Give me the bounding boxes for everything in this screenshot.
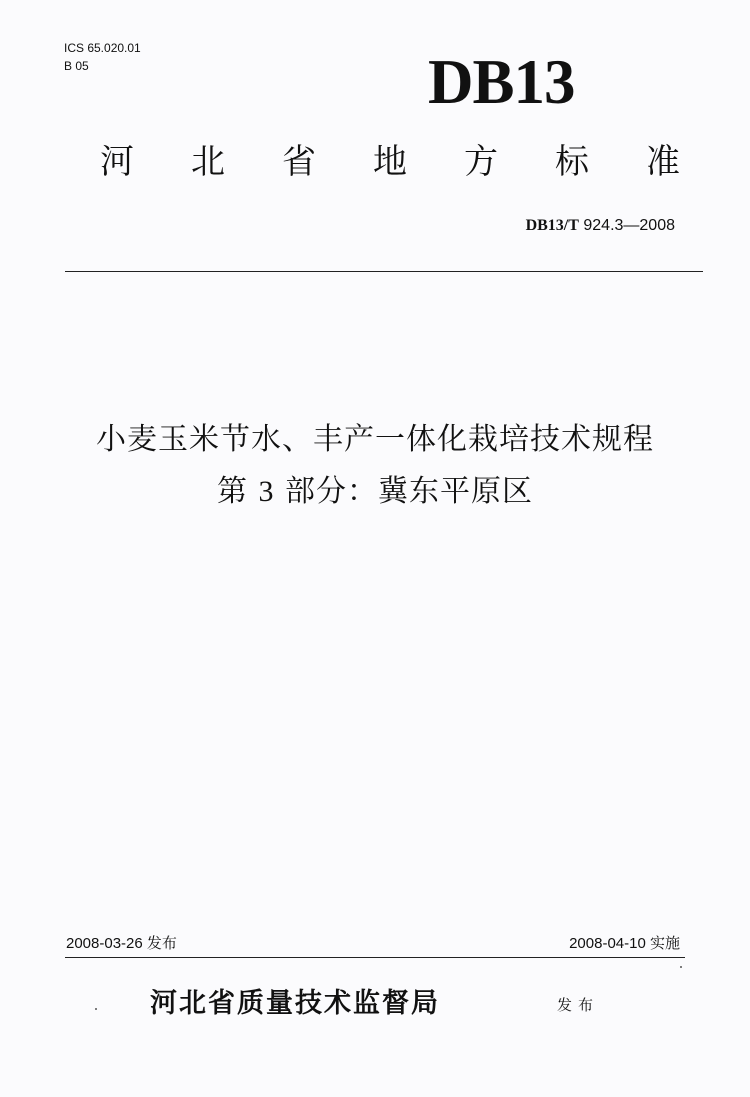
org-title-char: 方	[464, 142, 498, 182]
part-name: 部分：冀东平原区	[285, 474, 534, 509]
org-title-char: 河	[100, 142, 134, 182]
scan-speck	[680, 966, 682, 968]
standard-code-logo: DB13	[428, 47, 575, 117]
classification-codes	[64, 39, 141, 75]
org-title-char: 北	[191, 142, 225, 182]
standard-number	[526, 215, 675, 237]
ccs-code: B 05	[64, 59, 89, 73]
implement-date: 2008-04-10 实施	[569, 935, 680, 952]
document-title-line2	[0, 470, 750, 514]
publish-date: 2008-03-26 发布	[66, 935, 177, 952]
document-title-line1: 小麦玉米节水、丰产一体化栽培技术规程	[96, 422, 654, 457]
part-number: 3	[258, 475, 275, 508]
issuing-authority: 河北省质量技术监督局	[150, 988, 440, 1019]
org-title-char: 省	[282, 142, 316, 182]
part-prefix: 第	[216, 474, 248, 509]
standard-number-rest: 924.3—2008	[578, 217, 675, 234]
header-divider	[65, 271, 703, 272]
org-title-char: 标	[555, 142, 589, 182]
org-title	[100, 140, 680, 184]
org-title-char: 准	[646, 142, 680, 182]
ics-code: ICS 65.020.01	[64, 41, 141, 55]
issue-label: 发布	[557, 996, 600, 1014]
standard-number-prefix: DB13/T	[525, 217, 579, 234]
scan-speck	[95, 1008, 97, 1010]
org-title-char: 地	[373, 142, 407, 182]
footer-divider	[65, 957, 685, 958]
